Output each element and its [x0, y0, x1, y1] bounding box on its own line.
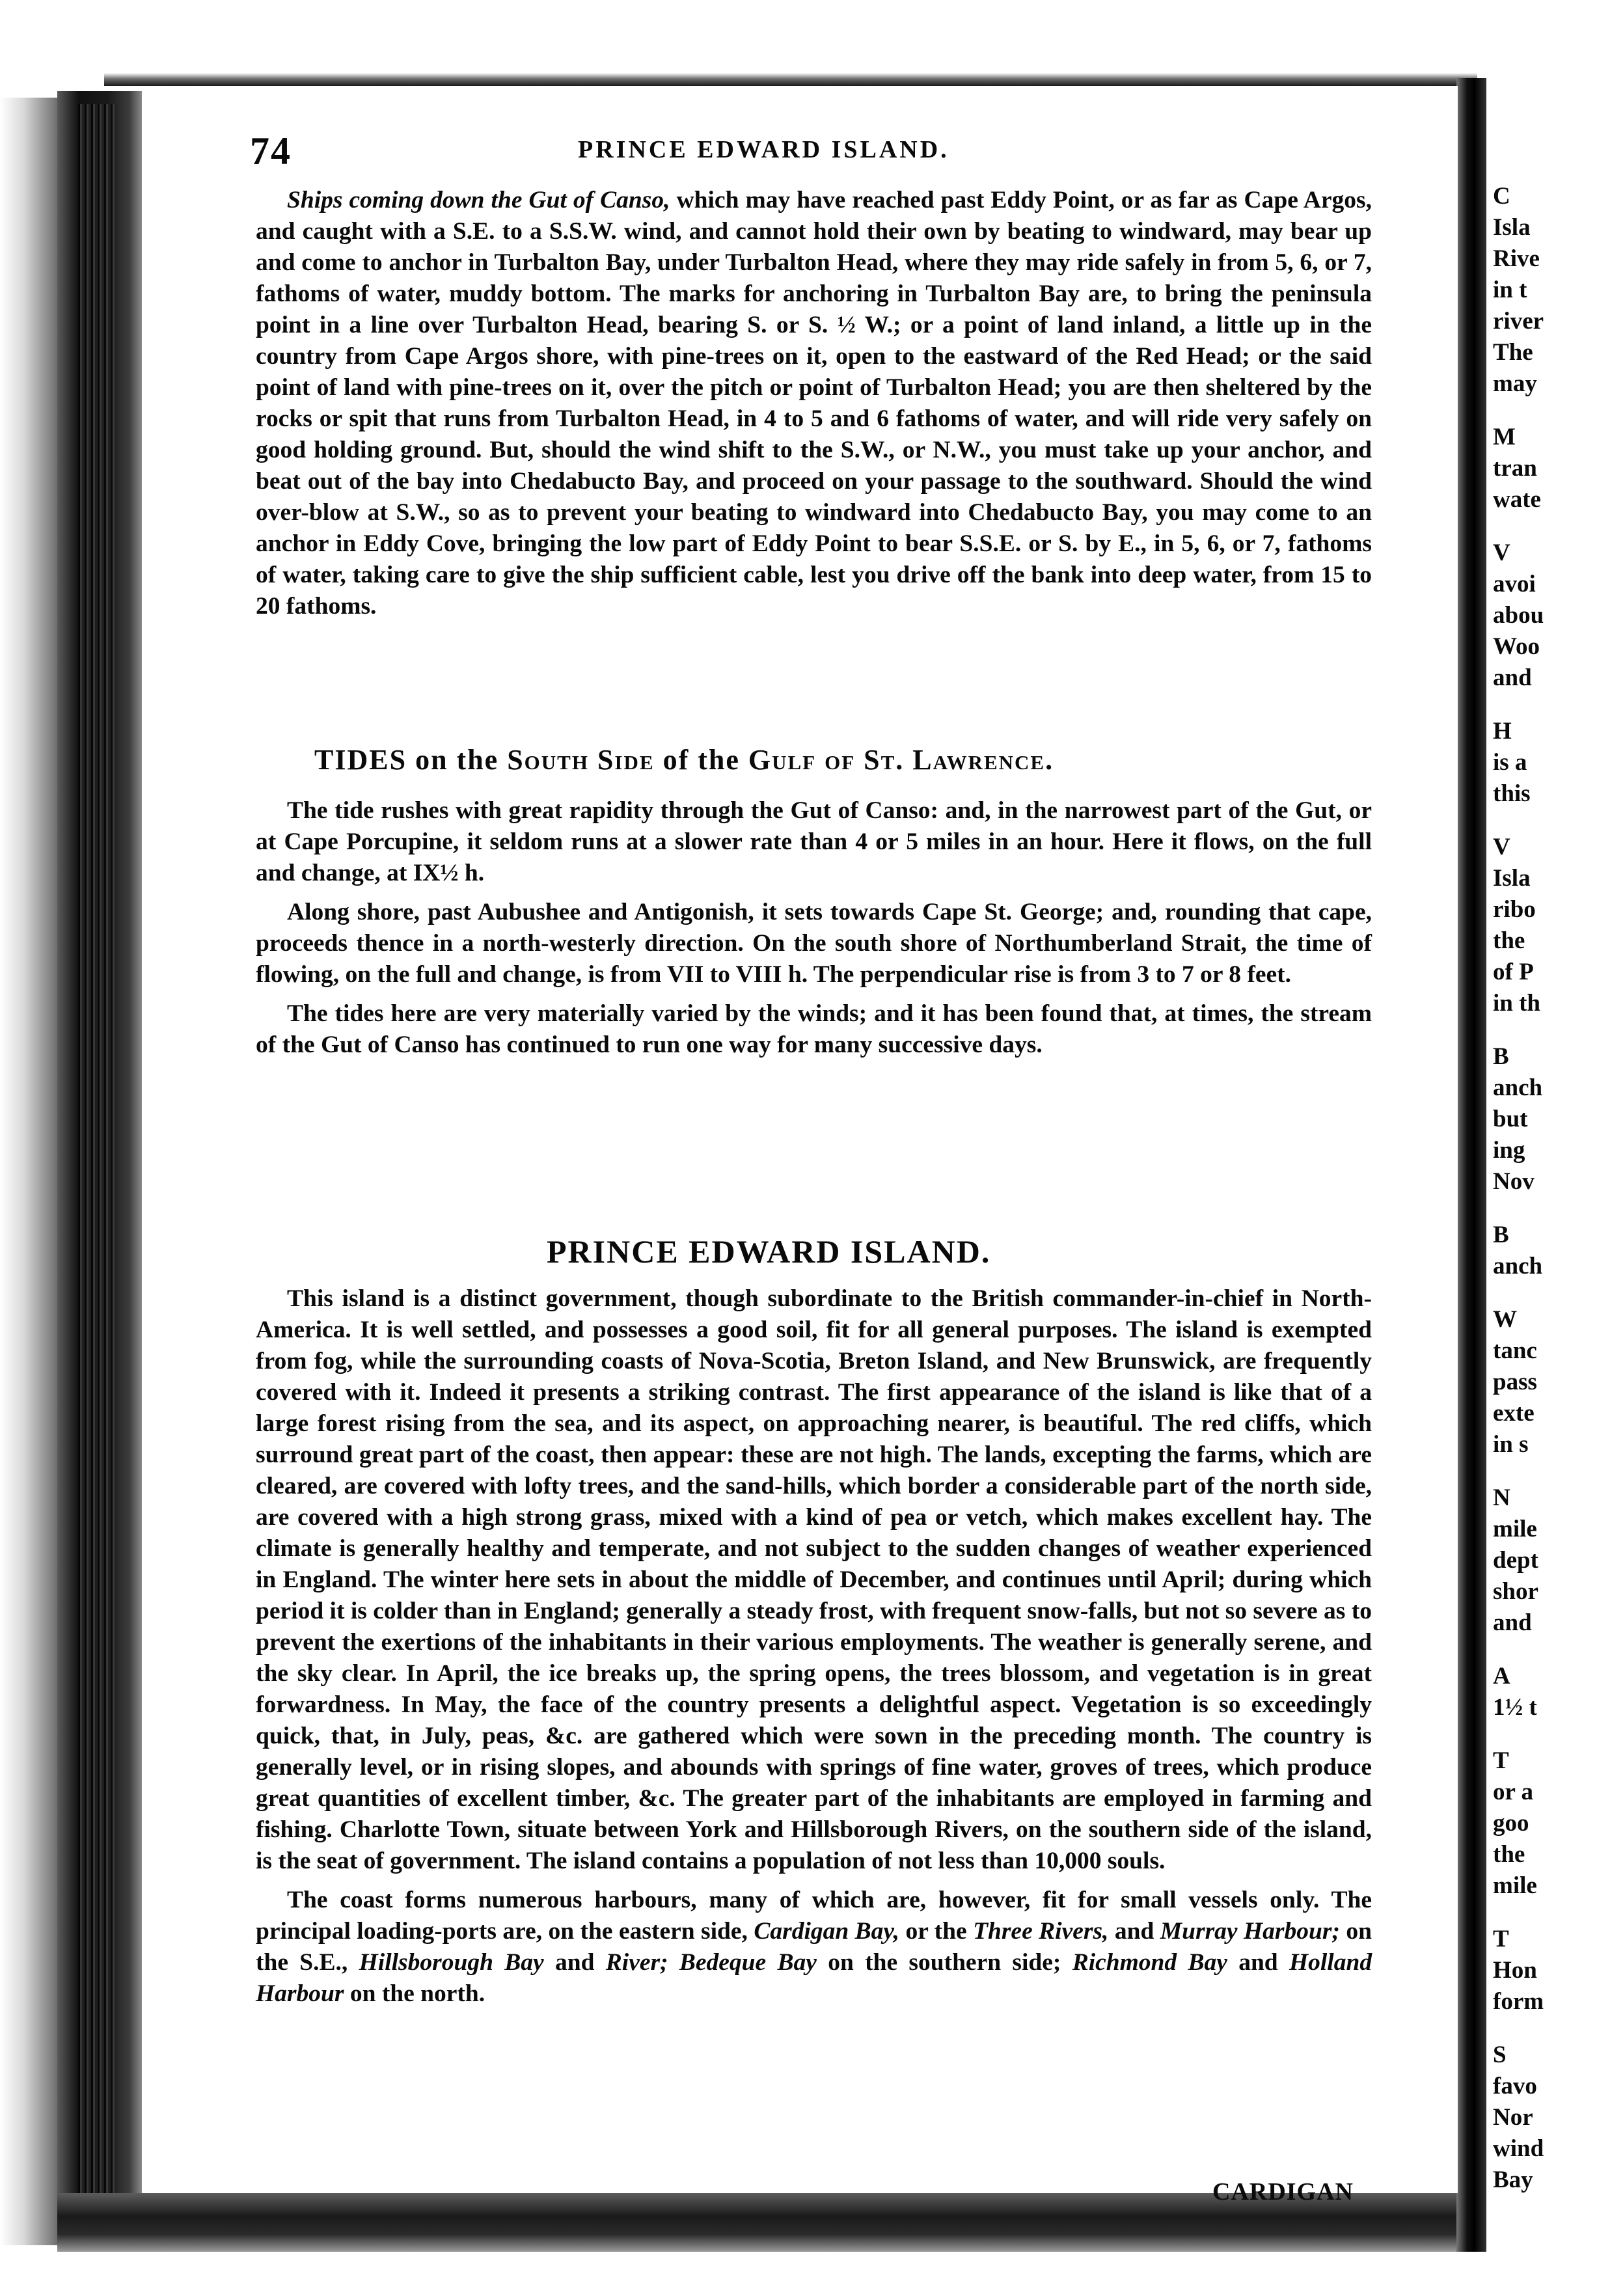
- facing-page-line: dept: [1493, 1547, 1538, 1574]
- facing-page-line: or a: [1493, 1779, 1534, 1805]
- tides-heading-word: on the: [415, 744, 499, 776]
- tides-paragraph: The tides here are very materially varied by the winds; and it has been found that, at times, the stream of the Gut of Canso has continued to run one way for many successive days.: [256, 1000, 1372, 1058]
- pei-paragraph: This island is a distinct government, though subordinate to the British commander-in-chief in North-America. It is well settled, and possesses a good soil, fit for all general purposes. The island is exempted from fog, while the surrounding coasts of Nova-Scotia, Breton Island, and New Brunswick, are frequently covered with it. Indeed it presents a striking contrast. The first appearance of the island is like that of a large forest rising from the sea, and its aspect, on approaching nearer, is beautiful. The red cliffs, which surround great part of the coast, then appear: these are not high. The lands, excepting the farms, which are cleared, are covered with lofty trees, and the sand-hills, which border a considerable part of the north side, are covered with a high strong grass, mixed with a kind of pea or vetch, which makes excellent hay. The climate is generally healthy and temperate, and not subject to the sudden changes of weather experienced in England. The winter here sets in about the middle of December, and continues until April; during which period it is colder than in England; generally a steady frost, with frequent snow-falls, but not so severe as to prevent the exertions of the inhabitants in their various employments. The weather is generally serene, and the sky clear. In April, the ice breaks up, the spring opens, the trees blossom, and vegetation is in great forwardness. In May, the face of the country presents a delightful aspect. Vegetation is so exceedingly quick, that, in July, peas, &c. are gathered which were sown in the preceding month. The country is generally level, or in rising slopes, and abounds with springs of fine water, groves of trees, which produce great quantities of excellent timber, &c. The greater part of the inhabitants are employed in farming and fishing. Charlotte Town, situate between York and Hillsborough Rivers, on the southern side of the island, is the seat of government. The island contains a population of not less than 10,000 souls.: [256, 1285, 1372, 1874]
- place-name: Holland Harbour: [256, 1949, 1372, 2007]
- facing-page-line: Nor: [1493, 2104, 1533, 2131]
- book-gutter: [1456, 78, 1486, 2252]
- facing-page-line: avoi: [1493, 571, 1536, 597]
- facing-page-line: the: [1493, 1841, 1525, 1868]
- tides-paragraph: The tide rushes with great rapidity through the Gut of Canso: and, in the narrowest part of the Gut, or at Cape Porcupine, it seldom runs at a slower rate than 4 or 5 miles in an hour. Here it flows, on the full and change, at IX½ h.: [256, 797, 1372, 886]
- coast-text: on the S.E.,: [256, 1918, 1372, 1976]
- tides-heading-word: Gulf of St. Lawrence.: [748, 744, 1054, 776]
- facing-page-line: exte: [1493, 1400, 1535, 1427]
- facing-page-line: shor: [1493, 1578, 1538, 1605]
- facing-page-line: tran: [1493, 455, 1537, 482]
- facing-page-line: Isla: [1493, 865, 1531, 892]
- place-name: Cardigan Bay,: [754, 1918, 900, 1945]
- facing-page-line: T: [1493, 1926, 1509, 1952]
- tides-heading-word: South Side: [507, 744, 655, 776]
- facing-page-line: abou: [1493, 602, 1544, 629]
- scan-left-shadow: [0, 98, 59, 2245]
- facing-page-line: tanc: [1493, 1337, 1537, 1364]
- facing-page-line: M: [1493, 424, 1516, 450]
- coast-text: and: [554, 1949, 595, 1976]
- coast-paragraph: [256, 1885, 1372, 2010]
- paragraph-text: which may have reached past Eddy Point, or as far as Cape Argos, and caught with a S.E. to a S.S.W. wind, and cannot hold their own by beating to windward, may bear up and come to anchor in Turbalton Bay, under Turbalton Head, where they may ride safely in from 5, 6, or 7, fathoms of water, muddy bottom. The marks for anchoring in Turbalton Bay are, to bring the peninsula point in a line over Turbalton Head, bearing S. or S. ½ W.; or a point of land inland, a little up in the country from Cape Argos shore, with pine-trees on it, open to the eastward of the Red Head; or the said point of land with pine-trees on it, over the pitch or point of Turbalton Head; you are then sheltered by the rocks or spit that runs from Turbalton Head, in 4 to 5 and 6 fathoms of water, and will ride very safely on good holding ground. But, should the wind shift to the S.W., or N.W., you must take up your anchor, and beat out of the bay into Chedabucto Bay, and proceed on your passage to the southward. Should the wind over-blow at S.W., so as to prevent your beating to windward into Chedabucto Bay, you may come to an anchor in Eddy Cove, bringing the low part of Eddy Point to bear S.S.E. or S. by E., in 5, 6, or 7, fathoms of water, taking care to give the ship sufficient cable, lest you drive off the bank into deep water, from 15 to 20 fathoms.: [256, 187, 1372, 620]
- facing-page-line: A: [1493, 1663, 1510, 1689]
- facing-page-line: and: [1493, 664, 1532, 691]
- book-page: [148, 86, 1458, 2206]
- facing-page-line: mile: [1493, 1872, 1537, 1899]
- facing-page-line: in th: [1493, 990, 1541, 1017]
- facing-page-line: ribo: [1493, 896, 1536, 923]
- facing-page-line: The: [1493, 339, 1533, 366]
- tides-heading-word: TIDES: [314, 744, 407, 776]
- place-name: Hillsborough Bay: [359, 1949, 544, 1976]
- place-name: Three Rivers,: [973, 1918, 1109, 1945]
- paragraph-lead-italic: Ships coming down the Gut of Canso,: [287, 187, 670, 213]
- section-pei: [256, 1283, 1372, 2017]
- coast-text: and: [1238, 1949, 1278, 1976]
- tides-heading-word: of the: [662, 744, 740, 776]
- facing-page-line: Nov: [1493, 1168, 1535, 1195]
- facing-page-line: goo: [1493, 1810, 1529, 1837]
- facing-page-line: S: [1493, 2042, 1507, 2068]
- facing-page-line: V: [1493, 834, 1510, 860]
- coast-text: The coast forms numerous harbours, many of which are, however, fit for small vessels only. The principal loading-ports are, on the eastern side,: [256, 1887, 1372, 1945]
- facing-page-line: pass: [1493, 1369, 1537, 1395]
- facing-page-line: anch: [1493, 1074, 1543, 1101]
- facing-page-line: W: [1493, 1306, 1517, 1333]
- scan-top-edge: [104, 73, 1477, 86]
- facing-page-line: V: [1493, 540, 1510, 566]
- place-name: River; Bedeque Bay: [605, 1949, 817, 1976]
- facing-page-line: wind: [1493, 2135, 1544, 2162]
- facing-page-line: form: [1493, 1988, 1544, 2015]
- facing-page-line: 1½ t: [1493, 1694, 1537, 1721]
- scan-top-margin: [0, 0, 1597, 78]
- coast-text: on the north.: [349, 1980, 485, 2007]
- facing-page-line: Isla: [1493, 214, 1531, 241]
- tides-paragraph: Along shore, past Aubushee and Antigonish, it sets towards Cape St. George; and, rounding that cape, proceeds thence in a north-westerly direction. On the south shore of Northumberland Strait, the time of flowing, on the full and change, is from VII to VIII h. The perpendicular rise is from 3 to 7 or 8 feet.: [256, 899, 1372, 988]
- facing-page-line: of P: [1493, 959, 1534, 985]
- facing-page-line: B: [1493, 1043, 1509, 1070]
- facing-page-line: in s: [1493, 1431, 1529, 1458]
- facing-page-line: this: [1493, 780, 1531, 807]
- facing-page-line: favo: [1493, 2073, 1537, 2099]
- facing-page-line: river: [1493, 308, 1544, 335]
- facing-page-line: Rive: [1493, 245, 1540, 272]
- facing-page-line: Hon: [1493, 1957, 1537, 1984]
- facing-page-line: the: [1493, 927, 1525, 954]
- facing-page-line: mile: [1493, 1516, 1537, 1542]
- coast-text: and: [1114, 1918, 1154, 1945]
- facing-page-line: H: [1493, 718, 1512, 745]
- facing-page-line: in t: [1493, 277, 1527, 303]
- facing-page-line: Woo: [1493, 633, 1540, 660]
- facing-page-line: is a: [1493, 749, 1527, 776]
- page-number: 74: [250, 130, 292, 172]
- facing-page-line: may: [1493, 370, 1537, 397]
- facing-page-line: and: [1493, 1609, 1532, 1636]
- running-title: PRINCE EDWARD ISLAND.: [578, 136, 949, 163]
- tides-heading: [314, 743, 1054, 776]
- facing-page-line: ing: [1493, 1137, 1525, 1164]
- page-stack-edge: [78, 104, 117, 2226]
- facing-page-line: wate: [1493, 486, 1541, 513]
- facing-page-line: anch: [1493, 1253, 1543, 1279]
- coast-text: on the southern side;: [828, 1949, 1061, 1976]
- facing-page-line: N: [1493, 1484, 1510, 1511]
- section-heading-pei: PRINCE EDWARD ISLAND.: [547, 1233, 991, 1270]
- coast-text: or the: [905, 1918, 967, 1945]
- facing-page-line: Bay: [1493, 2166, 1533, 2193]
- catchword: CARDIGAN: [1212, 2178, 1354, 2206]
- place-name: Murray Harbour;: [1160, 1918, 1340, 1945]
- section-gut-of-canso: [256, 185, 1372, 630]
- facing-page-line: C: [1493, 183, 1510, 210]
- section-tides: [256, 795, 1372, 1069]
- facing-page-line: B: [1493, 1222, 1509, 1248]
- facing-page-line: T: [1493, 1747, 1509, 1774]
- paragraph-gut-of-canso: [256, 185, 1372, 622]
- facing-page-fragment: [1486, 98, 1597, 2239]
- place-name: Richmond Bay: [1072, 1949, 1227, 1976]
- facing-page-line: but: [1493, 1106, 1528, 1132]
- running-head: [148, 129, 1414, 172]
